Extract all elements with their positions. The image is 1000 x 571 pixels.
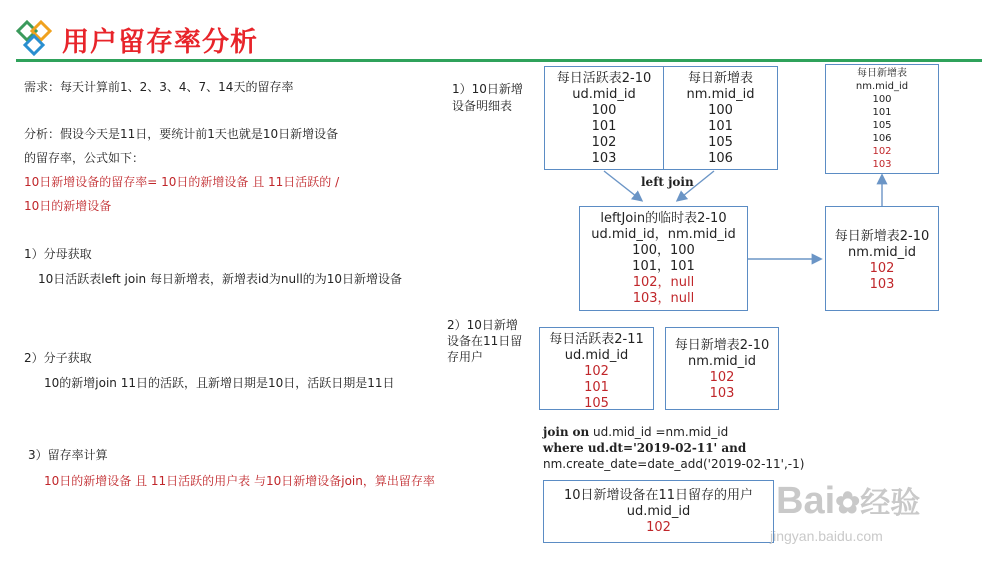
sql-on-expression: ud.mid_id =nm.mid_id bbox=[593, 425, 729, 439]
section1-label-line2: 设备明细表 bbox=[452, 99, 513, 113]
sql-condition-line: nm.create_date=date_add('2019-02-11',-1) bbox=[543, 457, 805, 471]
table-row: 101，101 bbox=[632, 259, 695, 274]
section2-label-line1: 2）10日新增 bbox=[447, 318, 518, 332]
table-title: 每日活跃表2-11 bbox=[549, 332, 644, 347]
table-title: 每日活跃表2-10 bbox=[556, 71, 652, 86]
table-row: 102 bbox=[709, 370, 735, 385]
table-row: 105 bbox=[708, 135, 733, 150]
table-row: 102 bbox=[872, 146, 892, 157]
table-row: 102 bbox=[646, 520, 671, 535]
table-row: 101 bbox=[584, 380, 609, 395]
table-row: 101 bbox=[591, 119, 617, 134]
table-new-2-10-b bbox=[665, 327, 779, 410]
table-row: 105 bbox=[584, 396, 609, 411]
watermark-brand bbox=[776, 478, 920, 523]
table-title: 10日新增设备在11日留存的用户 bbox=[563, 488, 754, 503]
table-column: ud.mid_id bbox=[626, 504, 691, 519]
table-column: ud.mid_id bbox=[564, 348, 629, 363]
analysis-text-1: 分析：假设今天是11日，要统计前1天也就是10日新增设备 bbox=[24, 127, 339, 141]
step2-body: 10的新增join 11日的活跃，且新增日期是10日，活跃日期是11日 bbox=[44, 376, 395, 390]
table-column: nm.mid_id bbox=[688, 354, 756, 369]
step3-title: 3）留存率计算 bbox=[28, 448, 108, 462]
formula-line-1: 10日新增设备的留存率= 10日的新增设备 且 11日活跃的 / bbox=[24, 175, 340, 189]
table-column: ud.mid_id，nm.mid_id bbox=[591, 227, 736, 242]
table-row: 105 bbox=[872, 120, 892, 131]
table-row: 101 bbox=[708, 119, 733, 134]
table-row: 106 bbox=[708, 151, 733, 166]
table-row: 102，null bbox=[632, 275, 695, 290]
table-row: 103 bbox=[872, 159, 892, 170]
table-title: 每日新增表 bbox=[857, 68, 907, 79]
table-active-2-10 bbox=[544, 66, 664, 170]
section1-label-line1: 1）10日新增 bbox=[452, 82, 523, 96]
watermark-brand-suffix: 经验 bbox=[860, 487, 921, 520]
step1-title: 1）分母获取 bbox=[24, 247, 92, 261]
step1-body: 10日活跃表left join 每日新增表，新增表id为null的为10日新增设备 bbox=[38, 272, 403, 286]
table-column: nm.mid_id bbox=[855, 81, 909, 92]
table-title: 每日新增表 bbox=[687, 71, 753, 86]
sql-where-line: where ud.dt='2019-02-11' and bbox=[543, 441, 747, 455]
table-row: 100 bbox=[708, 103, 733, 118]
sql-join-line bbox=[543, 424, 728, 440]
table-row: 100 bbox=[591, 103, 617, 118]
table-row: 102 bbox=[584, 364, 609, 379]
analysis-text-2: 的留存率，公式如下： bbox=[24, 151, 145, 165]
step2-title: 2）分子获取 bbox=[24, 351, 92, 365]
page-title: 用户留存率分析 bbox=[62, 27, 258, 58]
table-title: 每日新增表2-10 bbox=[834, 229, 930, 244]
step3-body: 10日的新增设备 且 11日活跃的用户表 与10日新增设备join，算出留存率 bbox=[44, 474, 435, 488]
table-title: leftJoin的临时表2-10 bbox=[600, 211, 727, 226]
table-retained-users bbox=[543, 480, 774, 543]
table-row: 106 bbox=[872, 133, 892, 144]
table-row: 103 bbox=[591, 151, 617, 166]
table-row: 102 bbox=[869, 261, 895, 276]
sql-on-keyword: on bbox=[572, 425, 590, 439]
paw-icon: ✿ bbox=[835, 487, 861, 520]
table-temp-join bbox=[579, 206, 748, 311]
table-column: nm.mid_id bbox=[848, 245, 916, 260]
section2-label-line2: 设备在11日留 bbox=[447, 334, 523, 348]
watermark-url: jingyan.baidu.com bbox=[770, 528, 883, 544]
table-row: 100，100 bbox=[632, 243, 695, 258]
requirement-text: 需求：每天计算前1、2、3、4、7、14天的留存率 bbox=[24, 80, 294, 94]
table-column: nm.mid_id bbox=[686, 87, 755, 102]
table-new-2-10 bbox=[825, 206, 939, 311]
sql-join-keyword: join bbox=[543, 425, 569, 439]
table-row: 101 bbox=[872, 107, 892, 118]
table-row: 103 bbox=[869, 277, 895, 292]
table-new-daily-full bbox=[825, 64, 939, 174]
table-column: ud.mid_id bbox=[572, 87, 636, 102]
left-join-label: left join bbox=[641, 175, 694, 189]
table-row: 102 bbox=[591, 135, 617, 150]
formula-line-2: 10日的新增设备 bbox=[24, 199, 112, 213]
table-row: 100 bbox=[872, 94, 892, 105]
table-new-daily bbox=[663, 66, 778, 170]
table-active-2-11 bbox=[539, 327, 654, 410]
table-title: 每日新增表2-10 bbox=[674, 338, 770, 353]
watermark-brand-text: Bai bbox=[776, 480, 836, 522]
table-row: 103 bbox=[709, 386, 735, 401]
table-row: 103，null bbox=[632, 291, 695, 306]
section2-label-line3: 存用户 bbox=[447, 350, 484, 364]
